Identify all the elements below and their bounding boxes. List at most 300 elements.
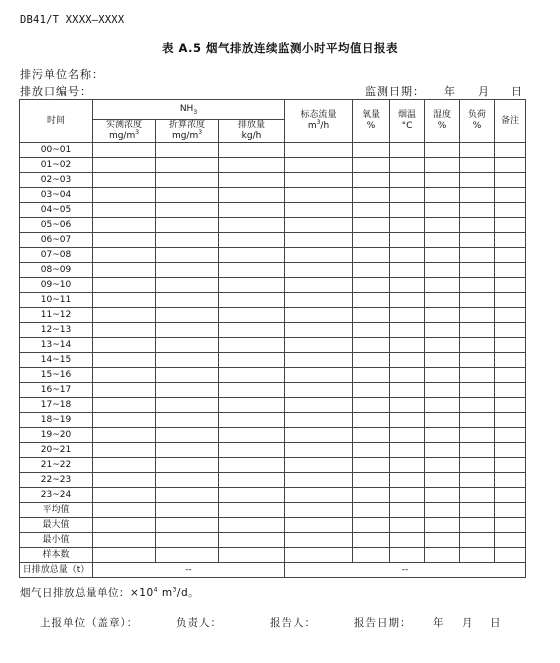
data-cell[interactable] xyxy=(156,518,219,533)
data-cell[interactable] xyxy=(93,368,156,383)
data-cell[interactable] xyxy=(460,458,495,473)
data-cell[interactable] xyxy=(353,173,390,188)
data-cell[interactable] xyxy=(353,323,390,338)
data-cell[interactable] xyxy=(425,548,460,563)
data-cell[interactable] xyxy=(353,383,390,398)
data-cell[interactable] xyxy=(219,323,285,338)
data-cell[interactable] xyxy=(93,428,156,443)
data-cell[interactable] xyxy=(156,173,219,188)
data-cell[interactable] xyxy=(219,143,285,158)
row-label: 05~06 xyxy=(20,218,93,233)
data-cell[interactable] xyxy=(390,188,425,203)
table-row xyxy=(20,233,526,248)
header-flow: 标态流量 $m^3/h$ xyxy=(285,100,353,143)
data-cell[interactable] xyxy=(390,263,425,278)
data-cell[interactable] xyxy=(390,353,425,368)
data-cell[interactable] xyxy=(460,248,495,263)
data-cell[interactable] xyxy=(93,173,156,188)
data-cell[interactable] xyxy=(425,383,460,398)
data-cell[interactable] xyxy=(93,263,156,278)
data-cell[interactable] xyxy=(460,173,495,188)
row-label: 07~08 xyxy=(20,248,93,263)
data-cell[interactable] xyxy=(93,488,156,503)
header-emission: 排放量 kg/h xyxy=(219,120,285,143)
data-cell[interactable] xyxy=(285,503,353,518)
data-cell[interactable] xyxy=(495,458,526,473)
document-code: DB41/T XXXX—XXXX xyxy=(20,14,125,26)
row-label: 16~17 xyxy=(20,383,93,398)
data-cell[interactable] xyxy=(390,443,425,458)
data-cell[interactable] xyxy=(93,533,156,548)
data-cell[interactable] xyxy=(93,233,156,248)
data-cell[interactable] xyxy=(219,458,285,473)
table-row xyxy=(20,413,526,428)
data-cell[interactable] xyxy=(219,413,285,428)
data-cell[interactable] xyxy=(495,188,526,203)
table-row xyxy=(20,278,526,293)
row-label: 06~07 xyxy=(20,233,93,248)
data-cell[interactable] xyxy=(460,368,495,383)
data-cell[interactable] xyxy=(93,518,156,533)
data-cell[interactable] xyxy=(353,548,390,563)
data-cell[interactable] xyxy=(353,533,390,548)
data-cell[interactable] xyxy=(390,248,425,263)
data-cell[interactable] xyxy=(495,293,526,308)
data-cell[interactable] xyxy=(460,428,495,443)
data-cell[interactable] xyxy=(219,173,285,188)
data-cell[interactable] xyxy=(425,503,460,518)
data-cell[interactable] xyxy=(353,278,390,293)
data-cell[interactable] xyxy=(353,518,390,533)
data-cell[interactable] xyxy=(353,353,390,368)
table-row xyxy=(20,533,526,548)
data-cell[interactable] xyxy=(93,353,156,368)
data-cell[interactable] xyxy=(219,428,285,443)
data-cell[interactable] xyxy=(390,413,425,428)
data-cell[interactable] xyxy=(495,158,526,173)
data-cell[interactable] xyxy=(495,533,526,548)
row-label: 18~19 xyxy=(20,413,93,428)
data-cell[interactable] xyxy=(460,233,495,248)
data-cell[interactable] xyxy=(93,158,156,173)
data-cell[interactable] xyxy=(390,503,425,518)
data-cell[interactable] xyxy=(219,533,285,548)
table-row xyxy=(20,548,526,563)
data-cell[interactable] xyxy=(495,368,526,383)
data-cell[interactable] xyxy=(390,338,425,353)
data-cell[interactable] xyxy=(353,368,390,383)
data-cell[interactable] xyxy=(93,323,156,338)
data-cell[interactable] xyxy=(390,458,425,473)
data-cell[interactable] xyxy=(219,503,285,518)
data-cell[interactable] xyxy=(156,248,219,263)
data-cell[interactable] xyxy=(495,323,526,338)
data-cell[interactable] xyxy=(285,248,353,263)
data-cell[interactable] xyxy=(219,263,285,278)
data-cell[interactable] xyxy=(460,158,495,173)
data-cell[interactable] xyxy=(425,428,460,443)
data-cell[interactable] xyxy=(285,548,353,563)
data-cell[interactable] xyxy=(285,398,353,413)
data-cell[interactable] xyxy=(93,383,156,398)
data-cell[interactable] xyxy=(285,338,353,353)
data-cell[interactable] xyxy=(425,293,460,308)
row-label: 最大值 xyxy=(20,518,93,533)
data-cell[interactable] xyxy=(460,473,495,488)
data-cell[interactable] xyxy=(495,488,526,503)
data-cell[interactable] xyxy=(219,518,285,533)
data-cell[interactable] xyxy=(93,458,156,473)
data-cell[interactable] xyxy=(353,503,390,518)
data-cell[interactable] xyxy=(495,173,526,188)
data-cell[interactable] xyxy=(156,428,219,443)
data-cell[interactable] xyxy=(460,488,495,503)
data-cell[interactable] xyxy=(156,323,219,338)
data-cell[interactable] xyxy=(93,473,156,488)
data-cell[interactable] xyxy=(219,188,285,203)
polluter-name-label: 排污单位名称： xyxy=(20,68,104,81)
data-cell[interactable] xyxy=(353,203,390,218)
data-cell[interactable] xyxy=(460,263,495,278)
data-cell[interactable] xyxy=(353,143,390,158)
table-row xyxy=(20,143,526,158)
data-cell[interactable] xyxy=(353,308,390,323)
data-cell[interactable] xyxy=(219,338,285,353)
data-cell[interactable] xyxy=(425,338,460,353)
data-cell[interactable] xyxy=(495,203,526,218)
data-cell[interactable] xyxy=(495,383,526,398)
data-cell[interactable] xyxy=(495,518,526,533)
data-cell[interactable] xyxy=(390,533,425,548)
data-cell[interactable] xyxy=(495,428,526,443)
header-humidity: 湿度 % xyxy=(425,100,460,143)
data-cell[interactable] xyxy=(495,398,526,413)
data-cell[interactable] xyxy=(93,413,156,428)
data-cell[interactable] xyxy=(390,398,425,413)
data-cell[interactable] xyxy=(390,428,425,443)
monitoring-date-label: 监测日期： xyxy=(365,85,425,98)
data-cell[interactable] xyxy=(353,263,390,278)
data-cell[interactable] xyxy=(460,293,495,308)
data-cell[interactable] xyxy=(353,443,390,458)
data-cell[interactable] xyxy=(93,293,156,308)
data-cell[interactable] xyxy=(460,383,495,398)
data-cell[interactable] xyxy=(285,203,353,218)
data-cell[interactable] xyxy=(285,188,353,203)
data-cell[interactable] xyxy=(219,203,285,218)
data-cell[interactable] xyxy=(425,248,460,263)
data-cell[interactable] xyxy=(390,278,425,293)
data-cell[interactable] xyxy=(285,143,353,158)
data-cell[interactable] xyxy=(285,233,353,248)
data-cell[interactable] xyxy=(460,353,495,368)
data-cell[interactable] xyxy=(460,188,495,203)
data-cell[interactable] xyxy=(460,323,495,338)
table-row xyxy=(20,323,526,338)
table-row xyxy=(20,173,526,188)
data-cell[interactable] xyxy=(425,533,460,548)
data-cell[interactable] xyxy=(495,443,526,458)
data-cell[interactable] xyxy=(219,218,285,233)
data-cell[interactable] xyxy=(425,188,460,203)
data-cell[interactable] xyxy=(495,143,526,158)
data-cell[interactable] xyxy=(219,473,285,488)
data-cell[interactable] xyxy=(495,353,526,368)
data-cell[interactable] xyxy=(460,443,495,458)
data-cell[interactable] xyxy=(93,308,156,323)
data-cell[interactable] xyxy=(156,278,219,293)
data-cell[interactable] xyxy=(285,533,353,548)
data-cell[interactable] xyxy=(353,218,390,233)
data-cell[interactable] xyxy=(425,488,460,503)
data-cell[interactable] xyxy=(156,338,219,353)
data-cell[interactable] xyxy=(460,143,495,158)
data-cell[interactable] xyxy=(390,488,425,503)
daily-total-nh3: -- xyxy=(93,563,285,578)
data-cell[interactable] xyxy=(390,158,425,173)
data-cell[interactable] xyxy=(460,308,495,323)
row-label: 22~23 xyxy=(20,473,93,488)
table-row xyxy=(20,263,526,278)
data-cell[interactable] xyxy=(495,233,526,248)
person-in-charge-label: 负责人： xyxy=(176,617,222,629)
data-cell[interactable] xyxy=(156,368,219,383)
data-cell[interactable] xyxy=(93,503,156,518)
data-cell[interactable] xyxy=(353,428,390,443)
data-cell[interactable] xyxy=(353,473,390,488)
data-cell[interactable] xyxy=(425,203,460,218)
data-cell[interactable] xyxy=(425,518,460,533)
data-cell[interactable] xyxy=(93,443,156,458)
table-row xyxy=(20,248,526,263)
data-cell[interactable] xyxy=(390,383,425,398)
data-cell[interactable] xyxy=(156,158,219,173)
data-cell[interactable] xyxy=(285,458,353,473)
row-label: 08~09 xyxy=(20,263,93,278)
data-cell[interactable] xyxy=(285,308,353,323)
data-cell[interactable] xyxy=(156,143,219,158)
table-title: 表 A.5 烟气排放连续监测小时平均值日报表 xyxy=(162,41,398,55)
data-cell[interactable] xyxy=(495,503,526,518)
row-label: 12~13 xyxy=(20,323,93,338)
data-cell[interactable] xyxy=(285,323,353,338)
data-cell[interactable] xyxy=(156,188,219,203)
data-cell[interactable] xyxy=(156,203,219,218)
data-cell[interactable] xyxy=(460,203,495,218)
table-row xyxy=(20,368,526,383)
data-cell[interactable] xyxy=(425,398,460,413)
data-cell[interactable] xyxy=(285,473,353,488)
data-cell[interactable] xyxy=(219,488,285,503)
data-cell[interactable] xyxy=(390,473,425,488)
data-cell[interactable] xyxy=(353,488,390,503)
data-cell[interactable] xyxy=(390,173,425,188)
data-cell[interactable] xyxy=(285,263,353,278)
data-cell[interactable] xyxy=(460,218,495,233)
data-cell[interactable] xyxy=(425,143,460,158)
data-cell[interactable] xyxy=(425,173,460,188)
data-cell[interactable] xyxy=(219,293,285,308)
data-cell[interactable] xyxy=(219,158,285,173)
data-cell[interactable] xyxy=(390,293,425,308)
data-cell[interactable] xyxy=(219,353,285,368)
data-cell[interactable] xyxy=(495,548,526,563)
data-cell[interactable] xyxy=(353,413,390,428)
data-cell[interactable] xyxy=(495,263,526,278)
data-cell[interactable] xyxy=(460,503,495,518)
data-cell[interactable] xyxy=(285,383,353,398)
data-cell[interactable] xyxy=(219,233,285,248)
header-load: 负荷 % xyxy=(460,100,495,143)
data-cell[interactable] xyxy=(156,473,219,488)
data-cell[interactable] xyxy=(353,458,390,473)
data-cell[interactable] xyxy=(156,413,219,428)
data-cell[interactable] xyxy=(390,548,425,563)
reporter-label: 报告人： xyxy=(270,617,316,629)
data-cell[interactable] xyxy=(93,203,156,218)
data-cell[interactable] xyxy=(219,383,285,398)
data-cell[interactable] xyxy=(285,173,353,188)
data-cell[interactable] xyxy=(93,338,156,353)
data-cell[interactable] xyxy=(353,338,390,353)
table-row xyxy=(20,428,526,443)
data-cell[interactable] xyxy=(93,548,156,563)
data-cell[interactable] xyxy=(495,248,526,263)
data-cell[interactable] xyxy=(93,248,156,263)
header-nh3: $NH_3$ xyxy=(93,100,285,120)
data-cell[interactable] xyxy=(219,278,285,293)
data-cell[interactable] xyxy=(390,233,425,248)
data-cell[interactable] xyxy=(285,518,353,533)
data-cell[interactable] xyxy=(93,218,156,233)
data-cell[interactable] xyxy=(156,233,219,248)
data-cell[interactable] xyxy=(285,368,353,383)
data-cell[interactable] xyxy=(390,218,425,233)
data-cell[interactable] xyxy=(93,188,156,203)
data-cell[interactable] xyxy=(460,518,495,533)
data-cell[interactable] xyxy=(425,323,460,338)
data-cell[interactable] xyxy=(156,398,219,413)
data-cell[interactable] xyxy=(425,233,460,248)
data-cell[interactable] xyxy=(353,398,390,413)
data-cell[interactable] xyxy=(285,413,353,428)
data-cell[interactable] xyxy=(460,398,495,413)
data-cell[interactable] xyxy=(353,158,390,173)
data-cell[interactable] xyxy=(219,308,285,323)
header-converted-conc: 折算浓度 $mg/m^3$ xyxy=(156,120,219,143)
data-cell[interactable] xyxy=(353,188,390,203)
row-label: 平均值 xyxy=(20,503,93,518)
data-cell[interactable] xyxy=(460,533,495,548)
data-cell[interactable] xyxy=(353,248,390,263)
daily-total-flow: -- xyxy=(285,563,526,578)
data-cell[interactable] xyxy=(93,398,156,413)
data-cell[interactable] xyxy=(390,368,425,383)
data-cell[interactable] xyxy=(285,428,353,443)
data-cell[interactable] xyxy=(390,323,425,338)
data-cell[interactable] xyxy=(425,368,460,383)
data-cell[interactable] xyxy=(390,308,425,323)
data-cell[interactable] xyxy=(495,308,526,323)
table-row xyxy=(20,443,526,458)
data-cell[interactable] xyxy=(495,218,526,233)
data-cell[interactable] xyxy=(156,293,219,308)
outlet-line xyxy=(20,83,535,99)
table-row xyxy=(20,518,526,533)
row-label: 04~05 xyxy=(20,203,93,218)
data-cell[interactable] xyxy=(219,443,285,458)
data-cell[interactable] xyxy=(425,308,460,323)
hourly-report-table xyxy=(19,99,526,578)
data-cell[interactable] xyxy=(495,338,526,353)
data-cell[interactable] xyxy=(425,443,460,458)
report-date-label: 报告日期： xyxy=(354,617,412,629)
data-cell[interactable] xyxy=(219,368,285,383)
data-cell[interactable] xyxy=(425,263,460,278)
data-cell[interactable] xyxy=(93,278,156,293)
data-cell[interactable] xyxy=(425,158,460,173)
data-cell[interactable] xyxy=(460,338,495,353)
table-row xyxy=(20,353,526,368)
data-cell[interactable] xyxy=(219,398,285,413)
data-cell[interactable] xyxy=(219,548,285,563)
data-cell[interactable] xyxy=(353,233,390,248)
data-cell[interactable] xyxy=(156,383,219,398)
data-cell[interactable] xyxy=(156,443,219,458)
data-cell[interactable] xyxy=(219,248,285,263)
data-cell[interactable] xyxy=(425,473,460,488)
data-cell[interactable] xyxy=(93,143,156,158)
data-cell[interactable] xyxy=(156,218,219,233)
data-cell[interactable] xyxy=(285,218,353,233)
data-cell[interactable] xyxy=(156,548,219,563)
data-cell[interactable] xyxy=(156,353,219,368)
data-cell[interactable] xyxy=(460,548,495,563)
data-cell[interactable] xyxy=(285,158,353,173)
header-measured-conc: 实测浓度 $mg/m^3$ xyxy=(93,120,156,143)
data-cell[interactable] xyxy=(390,518,425,533)
data-cell[interactable] xyxy=(460,278,495,293)
data-cell[interactable] xyxy=(390,203,425,218)
data-cell[interactable] xyxy=(425,458,460,473)
data-cell[interactable] xyxy=(156,263,219,278)
data-cell[interactable] xyxy=(425,413,460,428)
data-cell[interactable] xyxy=(285,353,353,368)
data-cell[interactable] xyxy=(353,293,390,308)
data-cell[interactable] xyxy=(390,143,425,158)
day-label: 日 xyxy=(511,85,523,98)
data-cell[interactable] xyxy=(156,308,219,323)
data-cell[interactable] xyxy=(425,353,460,368)
data-cell[interactable] xyxy=(495,278,526,293)
data-cell[interactable] xyxy=(460,413,495,428)
data-cell[interactable] xyxy=(285,293,353,308)
data-cell[interactable] xyxy=(495,473,526,488)
data-cell[interactable] xyxy=(425,278,460,293)
table-row xyxy=(20,383,526,398)
row-label: 13~14 xyxy=(20,338,93,353)
data-cell[interactable] xyxy=(156,488,219,503)
year-label: 年 xyxy=(444,85,456,98)
data-cell[interactable] xyxy=(285,443,353,458)
data-cell[interactable] xyxy=(156,458,219,473)
data-cell[interactable] xyxy=(285,278,353,293)
data-cell[interactable] xyxy=(495,413,526,428)
data-cell[interactable] xyxy=(156,533,219,548)
data-cell[interactable] xyxy=(285,488,353,503)
data-cell[interactable] xyxy=(425,218,460,233)
data-cell[interactable] xyxy=(156,503,219,518)
